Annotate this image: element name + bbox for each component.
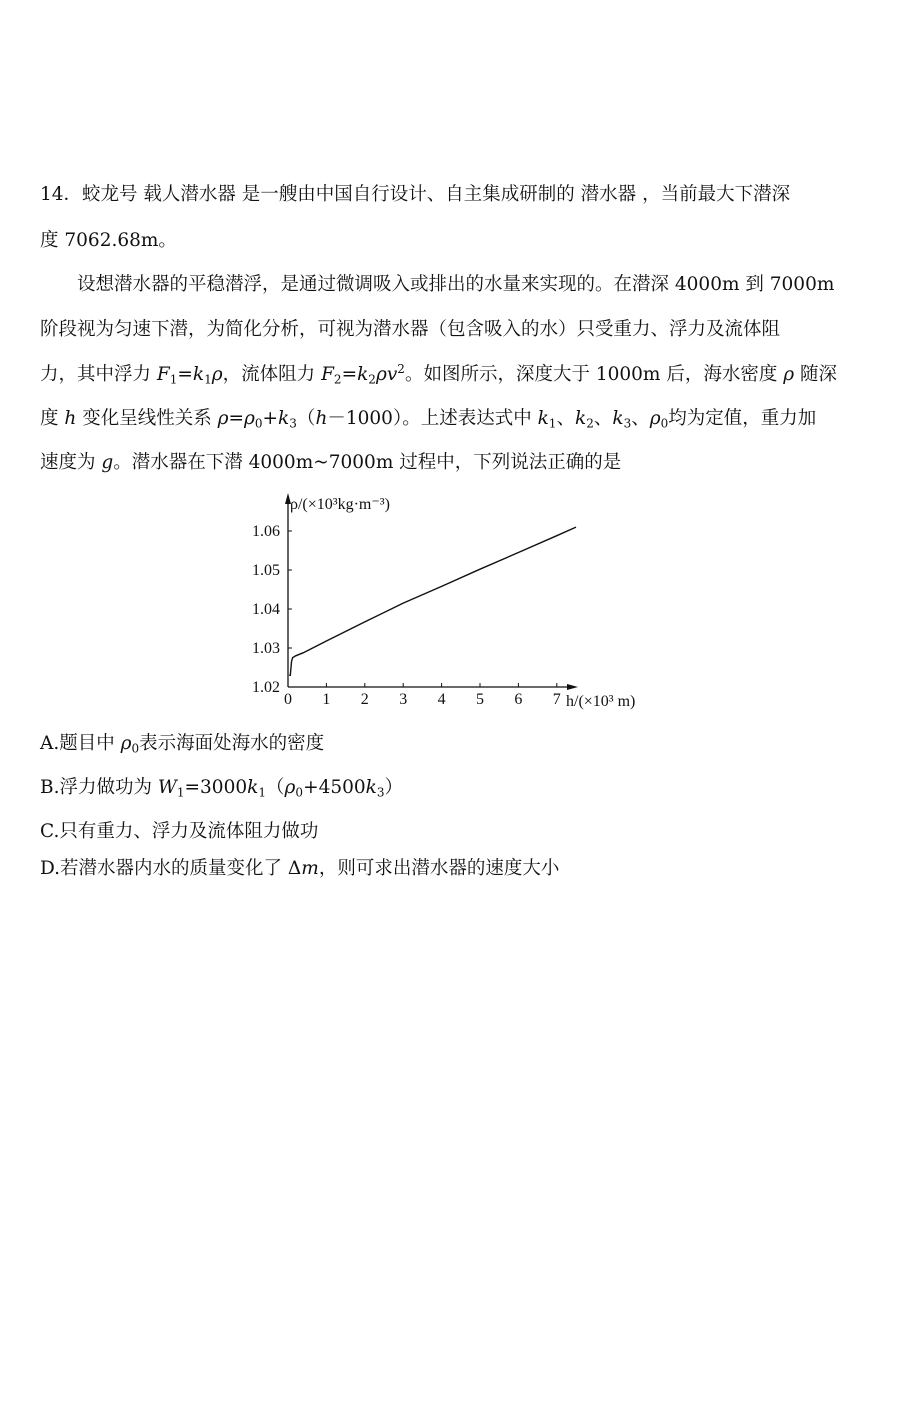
option-B [40, 773, 403, 800]
text-segment: ，则可求出潜水器的速度大小 [318, 858, 560, 879]
text-segment: 度 [40, 408, 65, 429]
text-segment: g [101, 452, 114, 473]
question-line [40, 448, 621, 474]
text-segment: W [157, 777, 177, 798]
text-segment: F [321, 364, 334, 385]
text-segment: 阶段视为匀速下潜，为简化分析，可视为潜水器（包含吸入的水）只受重力、浮力及流体阻 [40, 319, 781, 340]
text-segment: = [341, 364, 358, 385]
text-segment: 变化呈线性关系 [76, 408, 218, 429]
x-tick-label: 6 [514, 691, 523, 708]
question-line [40, 226, 177, 252]
text-segment: = [228, 408, 244, 429]
y-tick-label: 1.04 [252, 601, 280, 618]
text-segment: 度 7062.68m。 [40, 230, 177, 251]
text-segment: ，流体阻力 [222, 364, 322, 385]
text-segment: ρ [120, 733, 132, 754]
text-segment: 0 [254, 416, 263, 431]
x-tick-label: 2 [360, 691, 369, 708]
text-segment: 2 [586, 416, 594, 431]
text-segment: k [365, 777, 377, 798]
text-segment: 2 [368, 372, 376, 387]
text-segment: 1 [169, 372, 178, 387]
text-segment: 2 [397, 361, 405, 376]
text-segment: k [357, 364, 369, 385]
x-axis-label: h/(×10³ m) [566, 693, 636, 710]
density-curve [289, 527, 576, 675]
text-segment: k [192, 364, 205, 385]
text-segment: 、 [593, 408, 613, 429]
text-segment: A.题目中 [40, 733, 121, 754]
text-segment: ρ [284, 777, 296, 798]
text-segment: 随深 [794, 364, 837, 385]
text-segment: 1 [176, 785, 185, 800]
x-axis-arrow-icon [567, 684, 578, 690]
y-tick-label: 1.05 [252, 562, 280, 579]
text-segment: 0 [660, 416, 669, 431]
text-segment: 力，其中浮力 [40, 364, 157, 385]
text-segment: －1000）。上述表达式中 [327, 408, 538, 429]
question-line [40, 315, 780, 341]
text-segment: 0 [295, 785, 304, 800]
text-segment: 均为定值，重力加 [668, 408, 817, 429]
text-segment: 速度为 [40, 452, 102, 473]
text-segment: 。潜水器在下潜 4000m~7000m 过程中，下列说法正确的是 [113, 452, 622, 473]
text-segment: ρ [211, 364, 223, 385]
text-segment: 1 [258, 785, 266, 800]
text-segment: 3 [289, 416, 297, 431]
y-axis-label: ρ/(×10³kg·m⁻³) [290, 496, 390, 513]
question-line [40, 180, 790, 206]
text-segment: （ [296, 408, 316, 429]
text-segment: =3000 [184, 777, 248, 798]
text-segment: + [262, 408, 279, 429]
text-segment: 、 [556, 408, 575, 429]
text-segment: ρ [217, 408, 229, 429]
y-tick-label: 1.06 [252, 523, 280, 540]
text-segment: B.浮力做功为 [40, 777, 158, 798]
text-segment: ρ [243, 408, 255, 429]
text-segment: 3 [376, 785, 385, 800]
text-segment: 0 [131, 741, 140, 756]
text-segment: ρ [649, 408, 661, 429]
density-depth-chart [230, 480, 650, 715]
text-segment: ρ [783, 364, 795, 385]
y-tick-label: 1.02 [252, 679, 280, 696]
x-tick-label: 0 [284, 691, 292, 708]
text-segment: 2 [333, 372, 342, 387]
question-line [40, 270, 834, 296]
text-segment: F [156, 364, 170, 385]
text-segment: ρv [375, 364, 398, 385]
text-segment: 14．蛟龙号 载人潜水器 是一艘由中国自行设计、自主集成研制的 潜水器 ，当前最大下潜深 [40, 184, 791, 205]
text-segment: h [315, 408, 328, 429]
text-segment: 设想潜水器的平稳潜浮，是通过微调吸入或排出的水量来实现的。在潜深 4000m 到 7000m [40, 274, 835, 295]
text-segment: k [278, 408, 290, 429]
x-tick-label: 3 [399, 691, 408, 708]
text-segment: D.若潜水器内水的质量变化了 Δ [40, 858, 302, 879]
text-segment: k [537, 408, 549, 429]
x-tick-label: 7 [552, 691, 561, 708]
x-tick-label: 4 [437, 691, 446, 708]
text-segment: 1 [204, 372, 212, 387]
text-segment: k [574, 408, 587, 429]
question-line [40, 404, 816, 431]
option-C [40, 817, 318, 843]
text-segment: （ [266, 777, 285, 798]
text-segment: 。如图所示，深度大于 1000m 后，海水密度 [404, 364, 784, 385]
text-segment: h [64, 408, 77, 429]
text-segment: 1 [548, 416, 557, 431]
text-segment: ） [384, 777, 404, 798]
x-tick-label: 5 [476, 691, 484, 708]
text-segment: +4500 [303, 777, 366, 798]
text-segment: C.只有重力、浮力及流体阻力做功 [40, 821, 319, 842]
text-segment: 表示海面处海水的密度 [139, 733, 325, 754]
text-segment: = [177, 364, 193, 385]
text-segment: m [301, 858, 319, 879]
text-segment: k [247, 777, 259, 798]
option-A [40, 729, 324, 756]
question-line [40, 360, 837, 387]
option-D [40, 854, 559, 880]
x-tick-label: 1 [322, 691, 331, 708]
text-segment: 3 [623, 416, 632, 431]
text-segment: k [612, 408, 624, 429]
text-segment: 、 [631, 408, 650, 429]
y-tick-label: 1.03 [252, 640, 280, 657]
